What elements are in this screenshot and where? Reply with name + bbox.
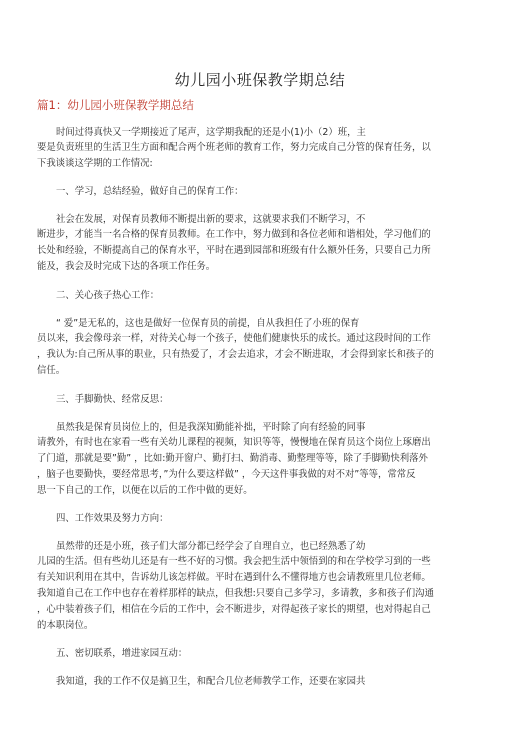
paragraph-line: 虽然带的还是小班，孩子们大部分都已经学会了自理自立，也已经熟悉了幼 [56,541,366,552]
paragraph-line: ，心中装着孩子们，相信在今后的工作中，会不断进步，对得起孩子家长的期望，也对得起自己 [37,604,431,615]
paragraph-line: 断进步，才能当一名合格的保育员教师。在工作中，努力做到和各位老师和谐相处，学习他们的 [37,229,431,240]
paragraph-line: ，脑子也要勤快，要经常思考，”为什么要这样做” ，今天这件事我做的对不对”等等，常常反 [37,469,416,480]
paragraph-line: 要是负责班里的生活卫生方面和配合两个班老师的教育工作，努力完成自己分管的保育任务，以 [37,142,431,153]
paragraph-line: 有关知识利用在其中，告诉幼儿该怎样做。平时在遇到什么不懂得地方也会请教班里几位老师。 [37,572,431,583]
paragraph-line: 长处和经验，不断提高自己的保育水平，平时在遇到园部和班级有什么额外任务，只要自己力所 [37,245,431,256]
subheading-line: 四、工作效果及努力方向： [56,513,169,524]
paragraph-line: 员以来，我会像母亲一样，对待关心每一个孩子，使他们健康快乐的成长。通过这段时间的工作 [37,333,431,344]
paragraph-line: 能及，我会及时完成下达的各项工作任务。 [37,261,216,272]
paragraph-line: “ 爱”是无私的，这也是做好一位保育员的前提，自从我担任了小班的保育 [56,318,360,329]
paragraph-line: 信任。 [37,365,66,376]
subheading-line: 五、密切联系，增进家园互动： [56,648,188,659]
paragraph-line: 了门道，那就是要”勤” ，比如:勤开窗户、勤打扫、勤消毒、勤整理等等，除了手脚勤快利落外 [37,453,428,464]
paragraph-line: 下我谈谈这学期的工作情况: [37,158,153,169]
subheading-line: 二、关心孩子热心工作： [56,290,160,301]
paragraph-line: 思一下自己的工作，以便在以后的工作中做的更好。 [37,485,253,496]
subheading-line: 一、学习，总结经验，做好自己的保育工作： [56,186,244,197]
paragraph-line: 我知道，我的工作不仅是搞卫生，和配合几位老师教学工作，还要在家园共 [56,676,366,687]
paragraph-line: ，我认为:自己所从事的职业，只有热爱了，才会去追求，才会不断进取，才会得到家长和孩子的 [37,349,434,360]
paragraph-line: 虽然我是保育员岗位上的，但是我深知勤能补拙，平时除了向有经验的同事 [56,422,366,433]
paragraph-line: 请教外，有时也在家看一些有关幼儿课程的视频，知识等等，慢慢地在保育员这个岗位上琢磨出 [37,437,431,448]
paragraph-line: 的本职岗位。 [37,620,94,631]
paragraph-line: 社会在发展，对保育员教师不断提出新的要求，这就要求我们不断学习，不 [56,214,366,225]
subheading-line: 三、手脚勤快、经常反思： [56,394,169,405]
section-heading: 篇1：幼儿园小班保教学期总结 [37,98,194,112]
paragraph-line: 时间过得真快又一学期接近了尾声，这学期我配的还是小(1)小（2）班，主 [56,127,366,138]
document-title: 幼儿园小班保教学期总结 [174,71,346,89]
paragraph-line: 我知道自己在工作中也存在着样那样的缺点，但我想:只要自己多学习，多请教，多和孩子们沟通 [37,588,434,599]
paragraph-line: 儿园的生活。但有些幼儿还是有一些不好的习惯。我会把生活中领悟到的和在学校学习到的一些 [37,556,431,567]
